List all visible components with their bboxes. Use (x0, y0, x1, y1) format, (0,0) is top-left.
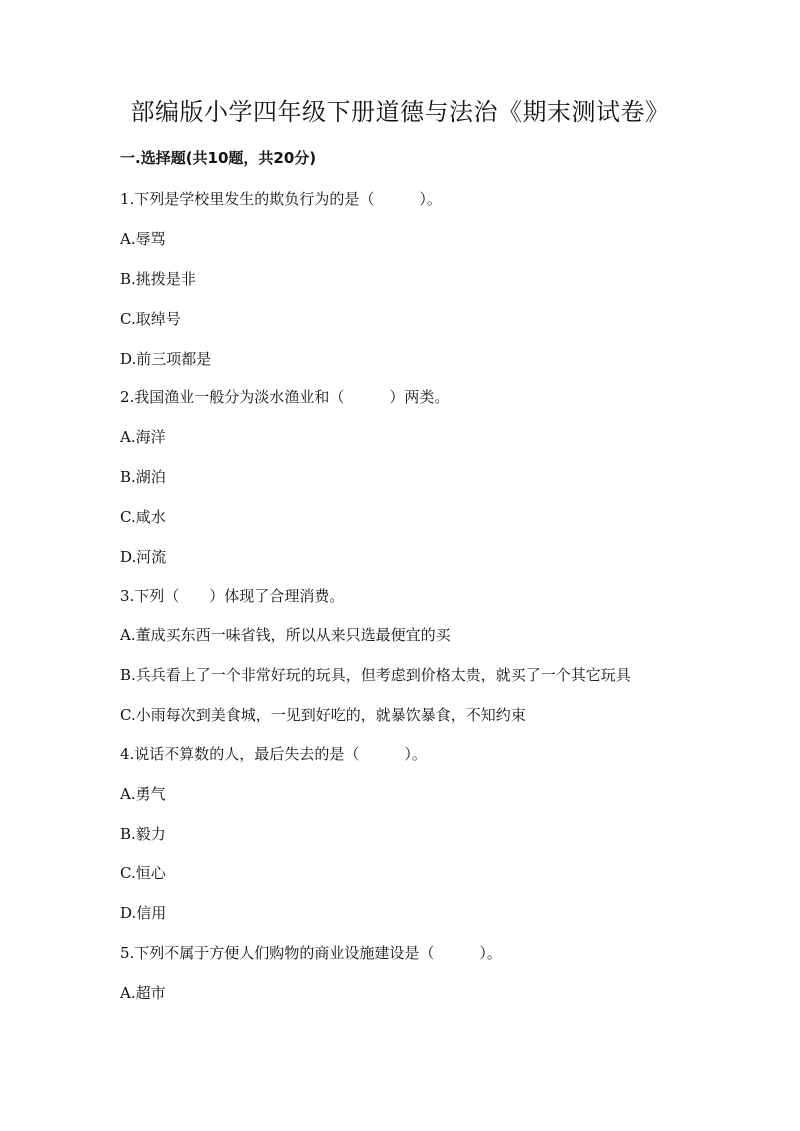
page-title: 部编版小学四年级下册道德与法治《期末测试卷》 (130, 98, 670, 126)
option-3c: C.小雨每次到美食城，一见到好吃的，就暴饮暴食，不知约束 (120, 706, 526, 724)
option-2c: C.咸水 (120, 508, 166, 526)
option-2d: D.河流 (120, 548, 167, 566)
question-3: 3.下列（ ）体现了合理消费。 (120, 587, 345, 605)
option-3a: A.董成买东西一味省钱，所以从来只选最便宜的买 (120, 626, 451, 644)
option-3b: B.兵兵看上了一个非常好玩的玩具，但考虑到价格太贵，就买了一个其它玩具 (120, 666, 631, 684)
option-1a: A.辱骂 (120, 230, 166, 248)
option-5a: A.超市 (120, 984, 166, 1002)
option-4b: B.毅力 (120, 825, 166, 843)
question-5: 5.下列不属于方便人们购物的商业设施建设是（ ）。 (120, 944, 502, 962)
option-1d: D.前三项都是 (120, 350, 212, 368)
question-1: 1.下列是学校里发生的欺负行为的是（ ）。 (120, 190, 442, 208)
option-4c: C.恒心 (120, 864, 166, 882)
option-1c: C.取绰号 (120, 310, 181, 328)
section-heading: 一.选择题(共10题，共20分) (120, 149, 317, 167)
option-4a: A.勇气 (120, 785, 166, 803)
option-1b: B.挑拨是非 (120, 270, 196, 288)
question-4: 4.说话不算数的人，最后失去的是（ ）。 (120, 745, 427, 763)
option-2b: B.湖泊 (120, 468, 166, 486)
question-2: 2.我国渔业一般分为淡水渔业和（ ）两类。 (120, 388, 450, 406)
option-2a: A.海洋 (120, 428, 166, 446)
option-4d: D.信用 (120, 904, 167, 922)
